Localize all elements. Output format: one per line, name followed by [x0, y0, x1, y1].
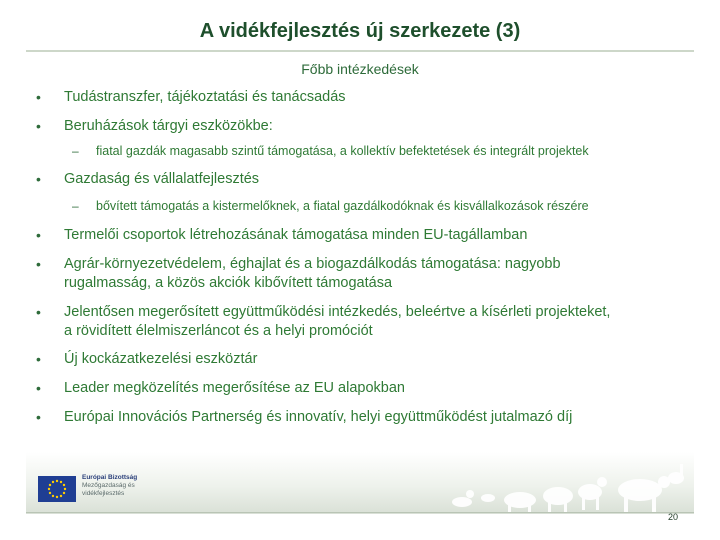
list-item: Beruházások tárgyi eszközökbe: — [64, 118, 273, 134]
slide-subtitle: Főbb intézkedések — [301, 61, 419, 77]
list-item-line: Agrár-környezetvédelem, éghajlat és a biogazdálkodás támogatása: nagyobb — [64, 256, 561, 272]
sub-bullet-dash: – — [72, 199, 79, 213]
bullet: • — [36, 351, 41, 367]
slide-title: A vidékfejlesztés új szerkezete (3) — [199, 20, 521, 42]
bullet: • — [36, 409, 41, 425]
logo-line: vidékfejlesztés — [82, 490, 125, 497]
bullet: • — [36, 380, 41, 396]
list-item: Európai Innovációs Partnerség és innovatív, helyi együttműködést jutalmazó díj — [64, 409, 573, 425]
list-item-line: a rövidített élelmiszerláncot és a helyi promóciót — [64, 323, 373, 339]
page-number: 20 — [667, 512, 678, 522]
sub-bullet-dash: – — [72, 144, 79, 158]
footer-divider — [26, 512, 694, 513]
bullet: • — [36, 89, 41, 105]
list-item: Tudástranszfer, tájékoztatási és tanácsadás — [64, 89, 346, 105]
list-item — [64, 255, 684, 293]
eu-flag-icon — [38, 476, 76, 502]
list-item — [64, 303, 684, 341]
title-divider — [26, 50, 694, 52]
list-item-line: Jelentősen megerősített együttműködési intézkedés, beleértve a kísérleti projekteket, — [64, 304, 611, 320]
bullet: • — [36, 304, 41, 320]
list-item: Új kockázatkezelési eszköztár — [64, 351, 258, 367]
list-item: Termelői csoportok létrehozásának támogatása minden EU-tagállamban — [64, 227, 528, 243]
logo-line: Európai Bizottság — [82, 474, 138, 481]
bullet: • — [36, 118, 41, 134]
list-subitem: bővített támogatás a kistermelőknek, a fiatal gazdálkodóknak és kisvállalkozások részére — [96, 199, 589, 213]
farm-animals-silhouette-icon — [440, 460, 690, 519]
bullet: • — [36, 256, 41, 272]
list-item-line: rugalmasság, a közös akciók kibővített támogatása — [64, 275, 393, 291]
list-item: Gazdaság és vállalatfejlesztés — [64, 171, 260, 187]
bullet: • — [36, 171, 41, 187]
bullet: • — [36, 227, 41, 243]
logo-line: Mezőgazdaság és — [82, 482, 135, 489]
list-item: Leader megközelítés megerősítése az EU alapokban — [64, 380, 405, 396]
eu-logo-text — [82, 474, 137, 498]
list-subitem: fiatal gazdák magasabb szintű támogatása, a kollektív befektetések és integrált projektek — [96, 144, 589, 158]
